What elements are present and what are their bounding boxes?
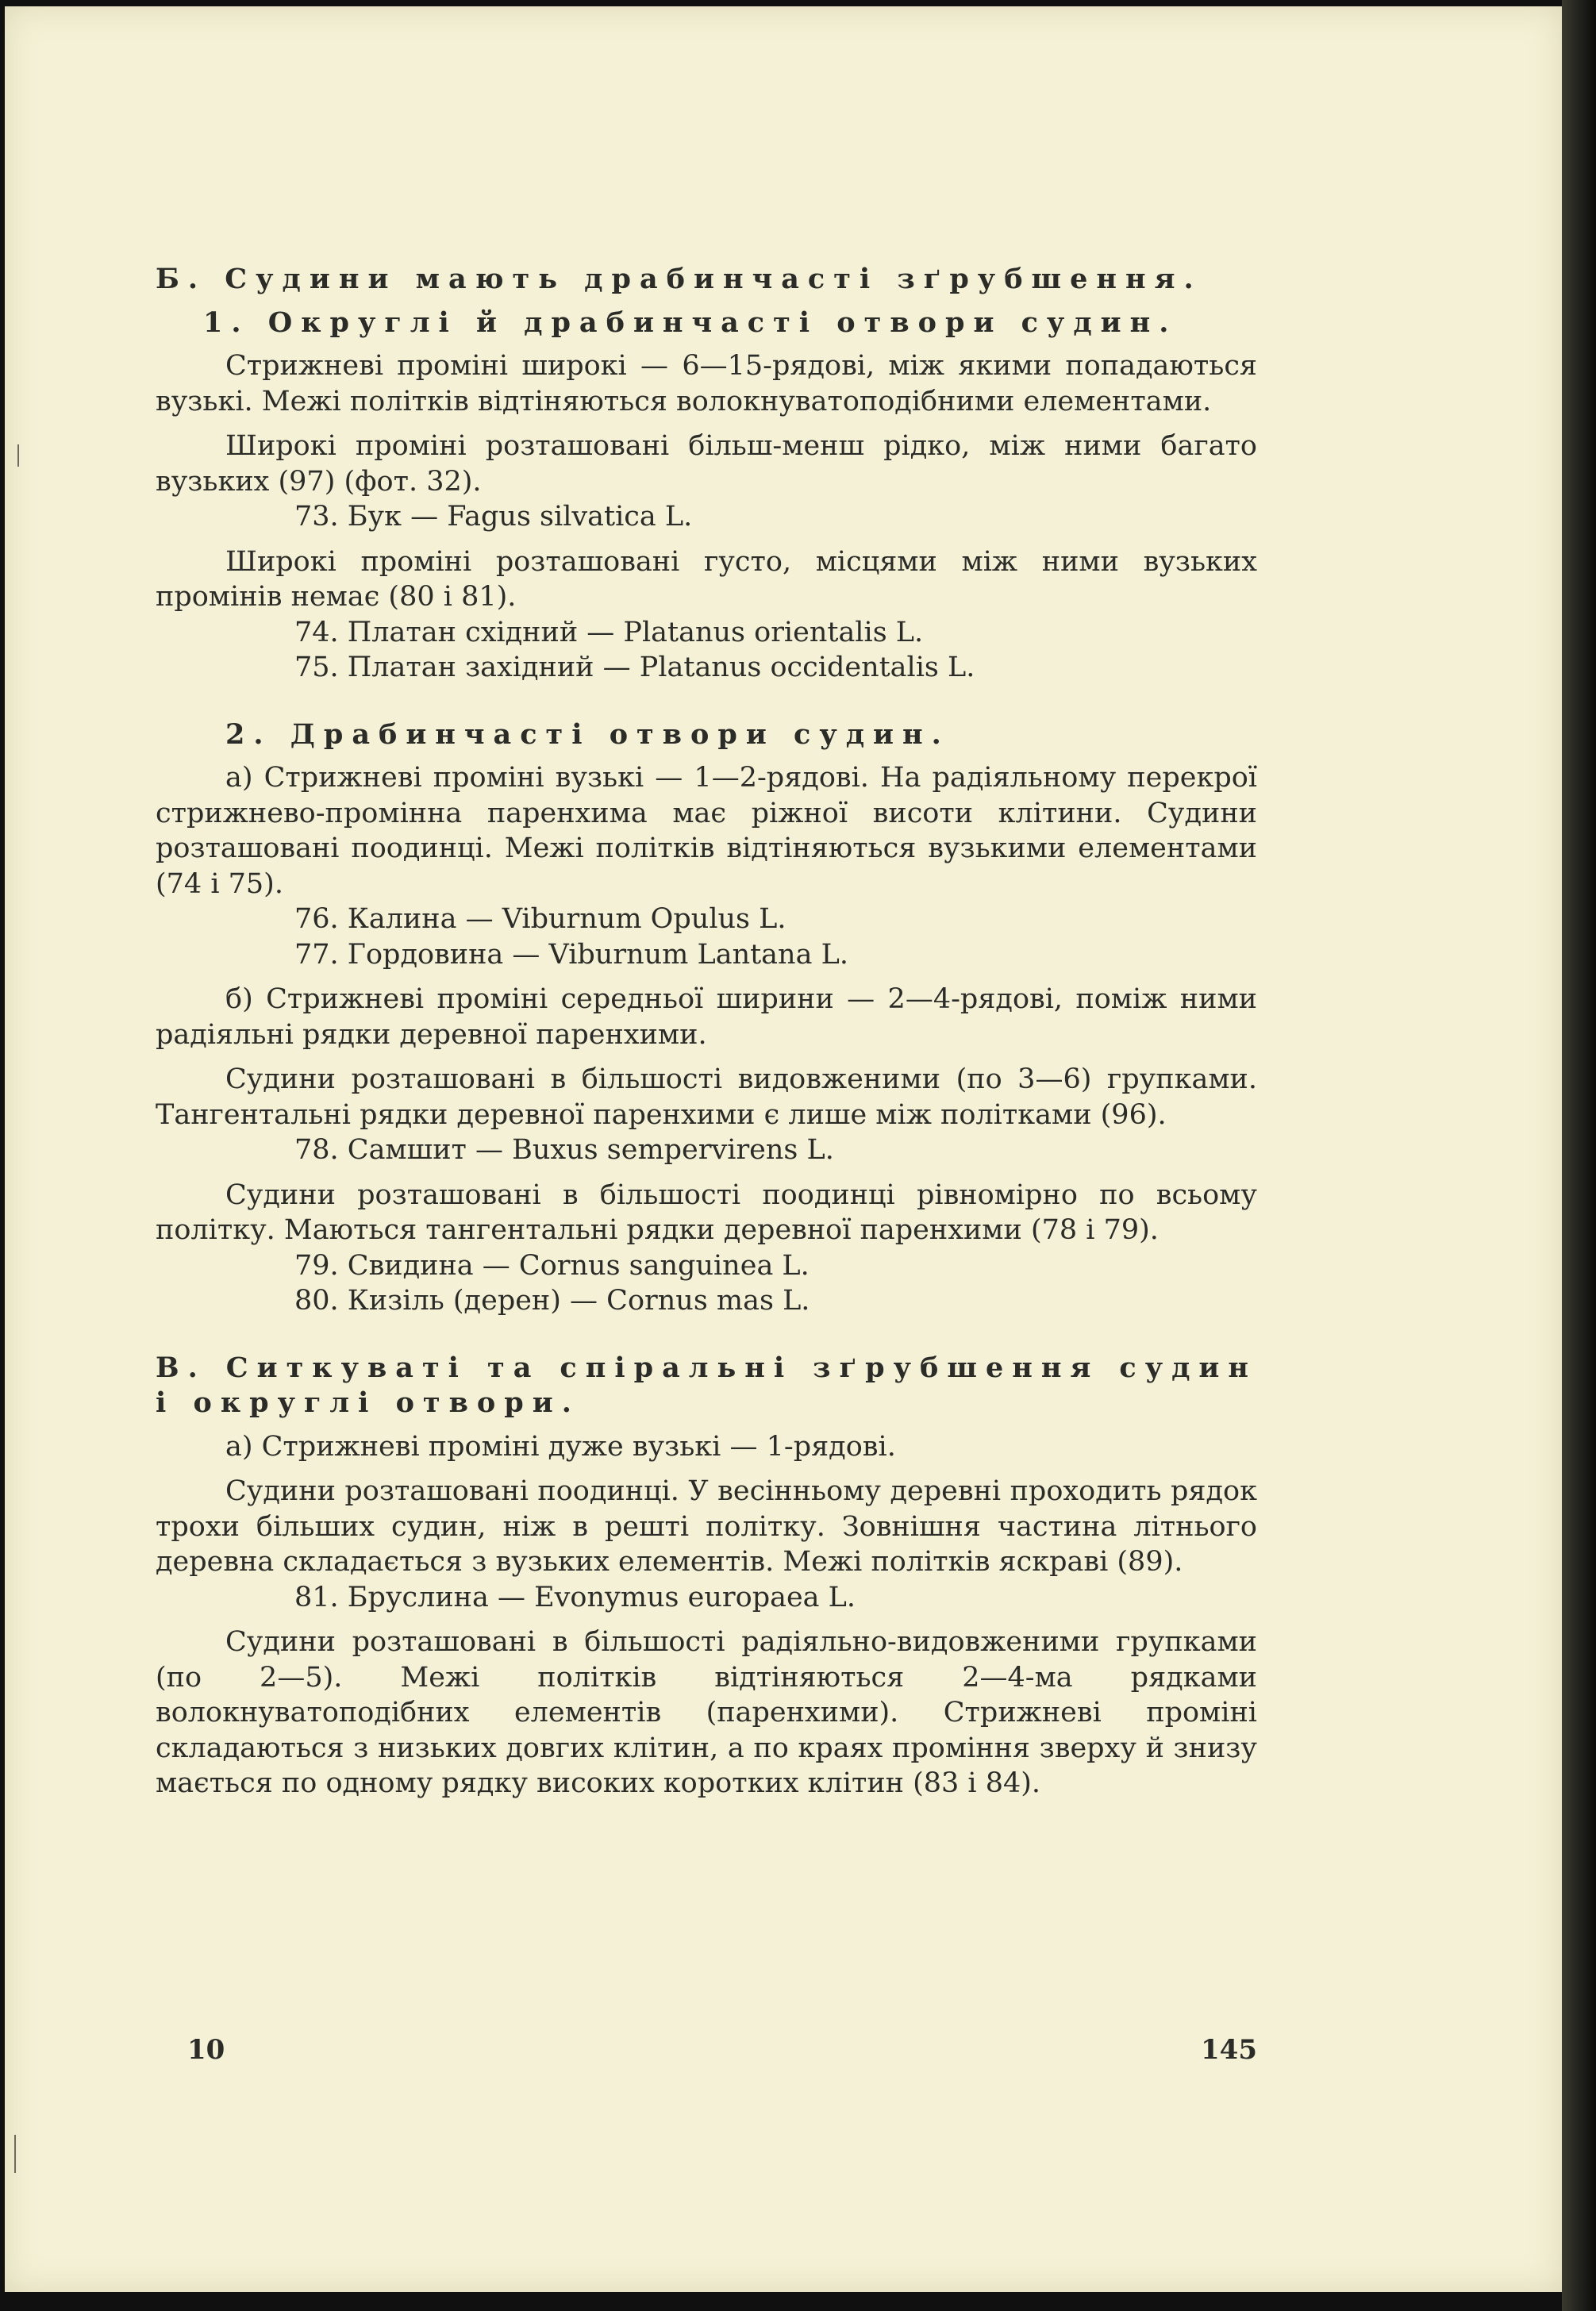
margin-mark (17, 444, 19, 467)
species-entry: 74. Платан східний — Platanus orientalis L. (294, 616, 924, 648)
paragraph: а) Стрижневі проміні вузькі — 1—2-рядові. На радіяльному перекрої стрижнево-промінна паренхима має ріжної висоти клітини. Судини розташовані поодинці. Межі політків відтіняються вузькими елементами (74 і 75). (156, 762, 1257, 900)
section-v-heading: В. Ситкуваті та спіральні зґрубшення судин і округлі отвори. (156, 1351, 1257, 1419)
paragraph: Широкі проміні розташовані густо, місцями між ними вузьких промінів немає (80 і 81). (156, 545, 1257, 613)
species-entry: 80. Кизіль (дерен) — Cornus mas L. (294, 1285, 810, 1317)
species-entry: 81. Бруслина — Evonymus europaea L. (294, 1581, 856, 1613)
paragraph: а) Стрижневі проміні дуже вузькі — 1-рядові. (225, 1430, 896, 1463)
paragraph: Широкі проміні розташовані більш-менш рідко, між ними багато вузьких (97) (фот. 32). (156, 430, 1257, 498)
species-entry: 73. Бук — Fagus silvatica L. (294, 501, 693, 533)
paragraph: Судини розташовані в більшості поодинці рівномірно по всьому політку. Маються тангентальні рядки деревної паренхими (78 і 79). (156, 1179, 1257, 1246)
page-text (156, 262, 1257, 1802)
signature-mark: 10 (187, 2034, 225, 2066)
paragraph: б) Стрижневі проміні середньої ширини — 2—4-рядові, поміж ними радіяльні рядки деревної паренхими. (156, 983, 1257, 1051)
subsection-2-heading: 2. Драбинчасті отвори судин. (225, 717, 950, 751)
section-b-heading: Б. Судини мають драбинчасті зґрубшення. (156, 263, 1202, 295)
page-edge-shadow (1562, 0, 1596, 2311)
margin-mark (14, 2135, 16, 2173)
page-number: 145 (1201, 2034, 1257, 2066)
species-entry: 79. Свидина — Cornus sanguinea L. (294, 1249, 810, 1282)
paragraph: Стрижневі проміні широкі — 6—15-рядові, між якими попадаються вузькі. Межі політків відтіняються волокнуватоподібними елементами. (156, 350, 1257, 417)
paragraph: Судини розташовані в більшості радіяльно-видовженими групками (по 2—5). Межі політків відтіняються 2—4-ма рядками волокнуватоподібних елементів (паренхими). Стрижневі проміні складаються з низьких довгих клітин, а по краях проміння зверху й знизу мається по одному рядку високих коротких клітин (83 і 84). (156, 1626, 1257, 1799)
species-entry: 75. Платан західний — Platanus occidentalis L. (294, 652, 975, 683)
species-entry: 78. Самшит — Buxus sempervirens L. (294, 1134, 834, 1166)
paragraph: Судини розташовані поодинці. У весінньому деревні проходить рядок трохи більших судин, ніж в решті політку. Зовнішня частина літнього деревна складається з вузьких елементів. Межі політків яскраві (89). (156, 1475, 1257, 1578)
species-entry: 76. Калина — Viburnum Opulus L. (294, 903, 786, 935)
species-entry: 77. Гордовина — Viburnum Lantana L. (294, 938, 848, 971)
paragraph: Судини розташовані в більшості видовженими (по 3—6) групками. Тангентальні рядки деревної паренхими є лише між політками (96). (156, 1063, 1257, 1131)
subsection-1-heading: 1. Округлі й драбинчасті отвори судин. (203, 306, 1178, 339)
